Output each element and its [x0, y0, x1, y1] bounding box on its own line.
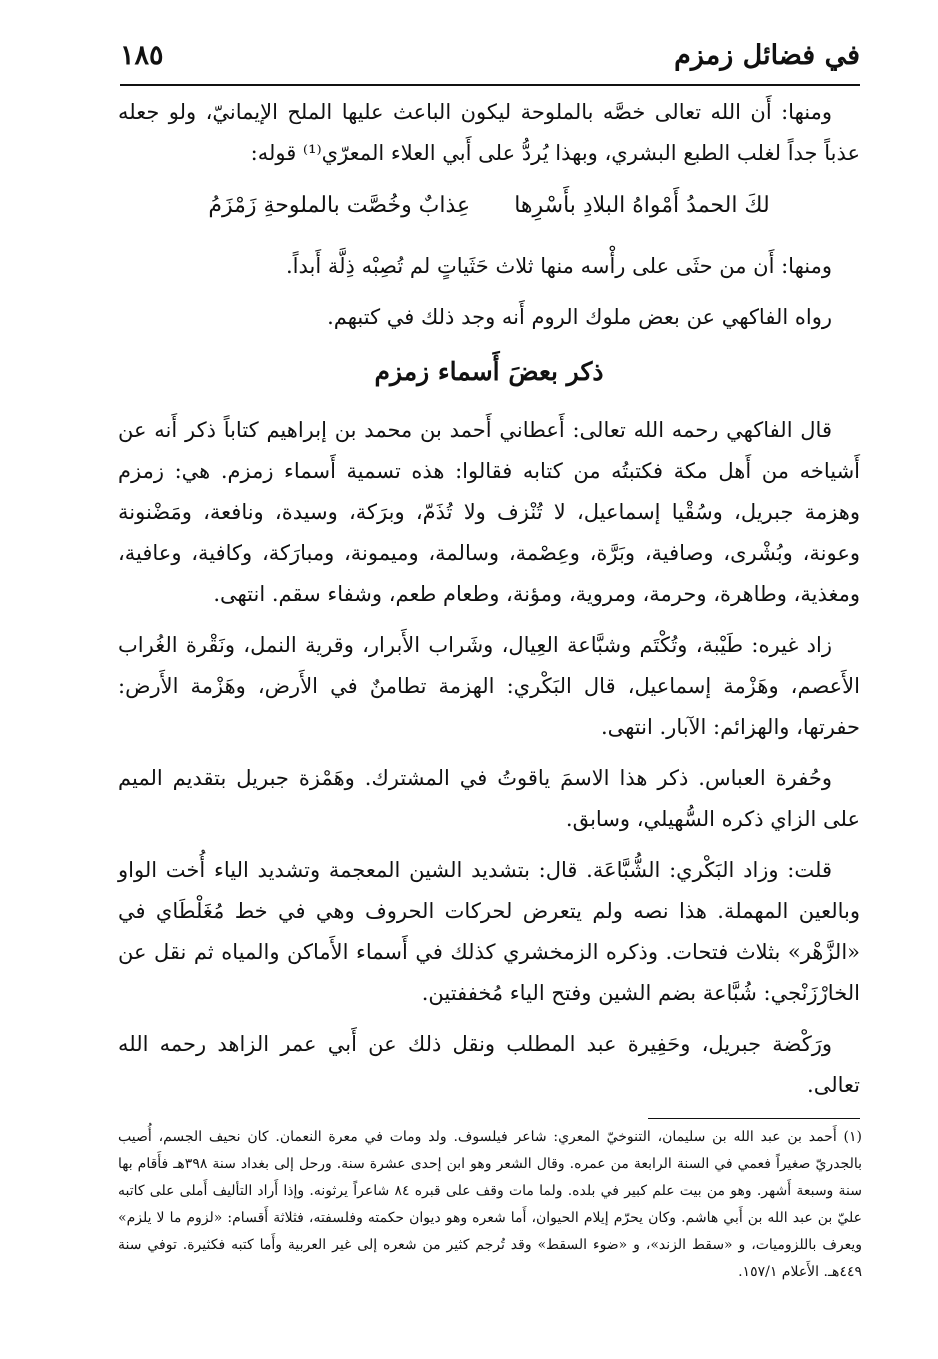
page-number: ١٨٥: [120, 40, 164, 71]
paragraph-three-handfuls: ومنها: أَن من حثَى على رأْسه منها ثلاث حَثَياتٍ لم تُصِبْه ذِلَّة أَبداً.: [286, 254, 832, 278]
paragraph-rakdat-jibril: ورَكْضة جبريل، وحَفِيرة عبد المطلب ونقل ذلك عن أَبي عمر الزاهد رحمه الله تعالى.: [118, 1032, 860, 1097]
paragraph-saltiness: ومنها: أَن الله تعالى خصَّه بالملوحة ليكون الباعث عليها الملح الإيمانيّ، ولو جعله عذباً جداً لغلب الطبع البشري، وبهذا يُردُّ على أَبي العلاء المعرّي⁽¹⁾ قوله:: [118, 100, 860, 165]
paragraph-shubbaa: قلت: وزاد البَكْري: الشُّبَّاعَة. قال: بتشديد الشين المعجمة وتشديد الياء أُخت الواو وبالعين المهملة. هذا نصه ولم يتعرض لحركات الحروف وهي في خط مُغَلْطَاي في «الزَّهْر» بثلاث فتحات. وذكره الزمخشري كذلك في أَسماء الأَماكن والمياه ثم نقل عن الخارْزَنْجي: شُبَّاعة بضم الشين وفتح الياء مُخففتين.: [118, 858, 860, 1005]
poetry-verse: [118, 184, 860, 228]
paragraph-hufrat-al-abbas: وحُفرة العباس. ذكر هذا الاسمَ ياقوتُ في المشترك. وهَمْزة جبريل بتقديم الميم على الزاي ذكره السُّهيلي، وسابق.: [118, 766, 860, 831]
paragraph-additional-names: زاد غيره: طَيْبة، وتُكْتَم وشبَّاعة العِيال، وشَراب الأَبرار، وقرية النمل، ونَقْرة الغُراب الأَعصم، وهَزْمة إسماعيل، قال البَكْري: الهزمة تطامنٌ في الأَرض، وهَزْمة الأَرض: حفرتها، والهزائم: الآبار. انتهى.: [118, 633, 860, 739]
running-header-title: في فضائل زمزم: [674, 40, 860, 71]
verse-first-hemistich: لكَ الحمدُ أَمْواهُ البلادِ بأَسْرِها: [514, 193, 770, 218]
main-text: [118, 92, 860, 1116]
footnote-1: (١) أَحمد بن عبد الله بن سليمان، التنوخيّ المعري: شاعر فيلسوف. ولد ومات في معرة النعمان. كان نحيف الجسم، أُصيب بالجدريّ صغيراً فعمي في السنة الرابعة من عمره. وقال الشعر وهو ابن إحدى عشرة سنة. ورحل إلى بغداد سنة ٣٩٨هـ فأَقام بها سنة وسبعة أَشهر. وهو من بيت علم كبير في بلده. ولما مات وقف على قبره ٨٤ شاعراً يرثونه. وإذا أَراد التأليف أَملى على كاتبه عليّ بن عبد الله بن أَبي هاشم. وكان يحرّم إيلام الحيوان، أَما شعره وهو ديوان حكمته وفلسفته، فثلاثة أَقسام: «لزوم ما لا يلزم» ويعرف باللزوميات، و «سقط الزند»، و «ضوء السقط» وقد تُرجم كثير من شعره إلى غير العربية وأَما كتبه فكثيرة. توفي سنة ٤٤٩هـ. الأَعلام ١٥٧/١.: [118, 1129, 863, 1280]
paragraph-narration: رواه الفاكهي عن بعض ملوك الروم أَنه وجد ذلك في كتبهم.: [327, 305, 832, 329]
header-divider: [120, 84, 860, 86]
footnote-divider: [648, 1118, 860, 1119]
paragraph-names-list: قال الفاكهي رحمه الله تعالى: أَعطاني أَحمد بن محمد بن إبراهيم كتاباً ذكر أَنه عن أَشياخه من أَهل مكة فكتبتُه من كتابه فقالوا: هذه تسمية أَسماء زمزم. هي: زمزم وهزمة جبريل، وسُقْيا إسماعيل، لا تُنْزف ولا تُذَمّ، وبرَكة، وسيدة، ونافعة، ومَضْنونة وعونة، وبُشْرى، وصافية، وبَرَّة، وعِصْمة، وسالمة، وميمونة، ومبارَكة، وكافية، وعافية، ومغذية، وطاهرة، وحرمة، ومروية، ومؤنة، وطعام طعم، وشفاء سقم. انتهى.: [118, 418, 860, 606]
verse-second-hemistich: عِذابٌ وخُصَّت بالملوحةِ زَمْزَمُ: [208, 193, 471, 218]
section-heading: ذكر بعضَ أَسماء زمزم: [374, 357, 604, 386]
running-header: [120, 38, 860, 82]
